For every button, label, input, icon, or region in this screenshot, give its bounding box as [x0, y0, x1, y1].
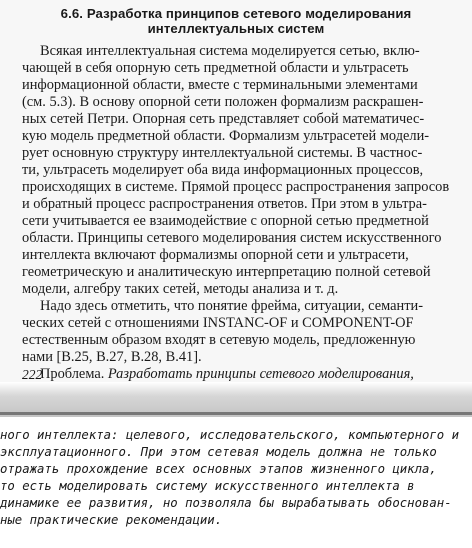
problem-label: Проблема. [40, 366, 105, 382]
body-line: чающей в себя опорную сеть предметной области и ультрасеть [22, 60, 409, 76]
next-page-line: ного интеллекта: целевого, исследовательского, компьютерного и [0, 428, 460, 442]
body-line: (см. 5.3). В основу опорной сети положен формализм раскрашен- [22, 94, 424, 110]
body-line: Всякая интеллектуальная система моделируется сетью, вклю- [40, 43, 420, 59]
page-divider [0, 412, 472, 415]
problem-line-1 [40, 366, 414, 383]
body-line: Надо здесь отметить, что понятие фрейма, ситуации, семанти- [40, 298, 423, 314]
next-page-line: эксплуатационного. При этом сетевая модель должна не только [0, 445, 437, 459]
body-line: области. Принципы сетевого моделирования систем искусственного [22, 230, 442, 246]
problem-text: Разработать принципы сетевого моделирования, [107, 366, 414, 382]
body-line: естественным образом входят в сетевую модель, предложенную [22, 332, 416, 348]
body-line: информационной области, вместе с терминальными элементами [22, 77, 418, 93]
body-line: ных сетей Петри. Опорная сеть представляет собой математичес- [22, 111, 425, 127]
section-title-line-1: 6.6. Разработка принципов сетевого моделирования [60, 6, 412, 21]
section-title-line-2: интеллектуальных систем [147, 21, 325, 36]
body-line: ческих сетей с отношениями INSTANC-OF и COMPONENT-OF [22, 315, 414, 331]
body-line: модели, алгебру таких сетей, методы анализа и т. д. [22, 281, 339, 297]
next-page-line: ные практические рекомендации. [0, 513, 223, 527]
body-line: геометрическую и аналитическую интерпретацию полной сетевой [22, 264, 431, 280]
next-page-line: то есть моделировать систему искусственного интеллекта в [0, 479, 415, 493]
body-line: кую модель предметной области. Формализм ультрасетей модели- [22, 128, 430, 144]
book-page-lower [0, 417, 472, 548]
page-number: 222 [22, 367, 43, 382]
body-line: сети учитывается ее взаимодействие с опорной сетью предметной [22, 213, 429, 229]
next-page-line: динамике ее развития, но позволяла бы вырабатывать обоснован- [0, 496, 452, 510]
body-line: нами [B.25, B.27, B.28, B.41]. [22, 349, 202, 365]
body-line: рует основную структуру интеллектуальной системы. В частнос- [22, 145, 423, 161]
next-page-line: отражать прохождение всех основных этапов жизненного цикла, [0, 462, 437, 476]
body-line: интеллекта включают формализмы опорной сети и ультрасети, [22, 247, 409, 263]
body-line: и обратный процесс распространения ответов. При этом в ультра- [22, 196, 427, 212]
body-line: происходящих в системе. Прямой процесс распространения запросов [22, 179, 450, 195]
body-line: ти, ультрасеть моделирует оба вида информационных процессов, [22, 162, 424, 178]
